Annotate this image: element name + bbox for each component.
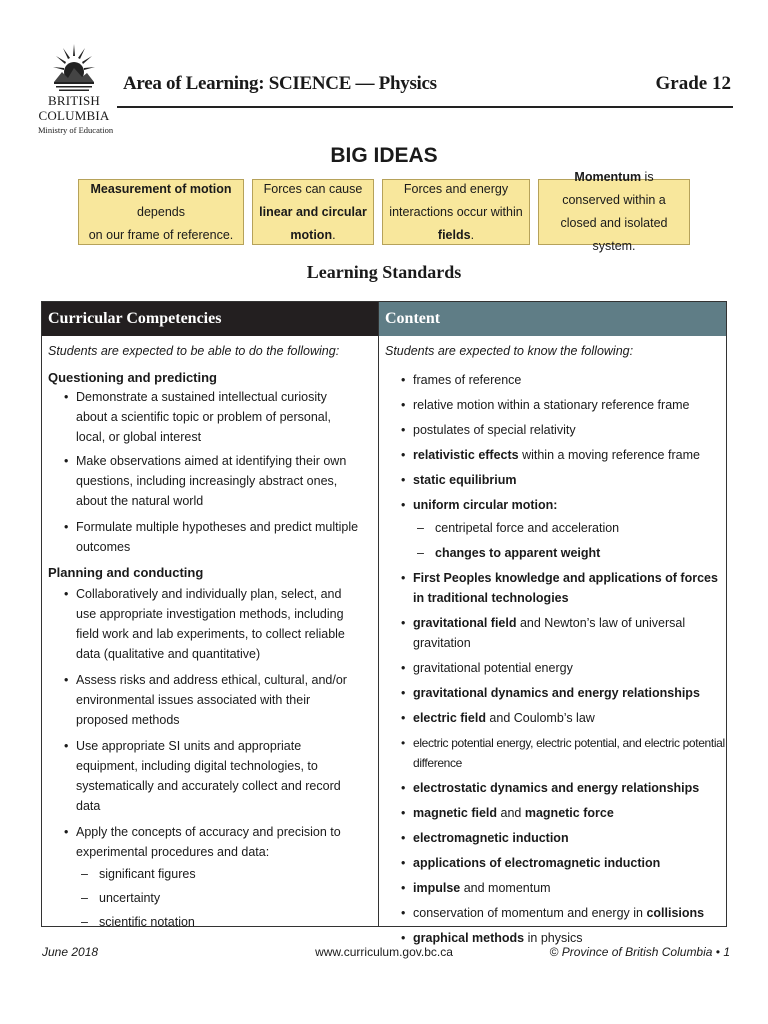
sub-list-item: – uncertainty [99, 888, 378, 908]
content-bold: applications of electromagnetic induction [413, 856, 661, 870]
content-text: electric potential energy, electric potential, and electric potential difference [413, 736, 725, 770]
questioning-list [76, 387, 378, 557]
content-bold: magnetic field [413, 806, 498, 820]
logo-text-british: BRITISH [48, 93, 100, 108]
standards-table [41, 301, 727, 945]
content-text: conservation of momentum and energy in [413, 906, 647, 920]
logo-ministry: Ministry of Education [38, 125, 114, 135]
big-ideas-row [0, 170, 768, 253]
header-rule [117, 106, 733, 108]
big-ideas-title: BIG IDEAS [330, 144, 438, 167]
big-idea-card [538, 170, 690, 253]
content-item [413, 470, 726, 490]
content-item [413, 420, 726, 440]
list-item: • Use appropriate SI units and appropriate equipment, including digital technologies, to systematically and accurately collect and record data [76, 736, 360, 816]
competencies-column [42, 302, 379, 929]
big-idea-bold: linear and circular motion [259, 204, 367, 242]
big-idea-text: Forces can cause [263, 181, 363, 196]
content-bold: graphical methods [413, 931, 525, 945]
list-item: • Apply the concepts of accuracy and precision to experimental procedures and data: [76, 822, 360, 862]
list-item: • Make observations aimed at identifying their own questions, including increasingly abstract ones, about the natural world [76, 451, 360, 511]
big-idea-text: Forces and energy interactions occur within [389, 181, 523, 219]
list-item: • Collaboratively and individually plan, select, and use appropriate investigation methods, including field work and lab experiments, to collect reliable data (qualitative and quantitative) [76, 584, 360, 664]
section-heading: Questioning and predicting [48, 370, 217, 385]
sub-list-item: – scientific notation [99, 912, 378, 932]
content-bold: impulse [413, 881, 461, 895]
content-text: within a moving reference frame [518, 448, 700, 462]
content-intro: Students are expected to know the following: [385, 344, 634, 358]
content-bold: First Peoples knowledge and applications of forces [413, 571, 718, 585]
grade-label: Grade 12 [655, 73, 731, 94]
big-idea-text: depends [137, 204, 185, 219]
list-item: • Demonstrate a sustained intellectual curiosity about a scientific topic or problem of personal, local, or global interest [76, 387, 360, 447]
content-bold: electromagnetic induction [413, 831, 569, 845]
content-text: gravitational potential energy [413, 661, 573, 675]
page-title: Area of Learning: SCIENCE — Physics [123, 73, 437, 94]
sub-list-item [435, 543, 726, 563]
logo-text-columbia: COLUMBIA [38, 108, 110, 123]
big-idea-card [252, 179, 374, 245]
content-text: centripetal force and acceleration [435, 521, 620, 535]
big-idea-bold: Measurement of motion [90, 181, 232, 196]
content-item [413, 395, 726, 415]
big-idea-card [78, 179, 244, 245]
content-item [413, 708, 726, 728]
competencies-header: Curricular Competencies [42, 302, 378, 336]
content-item [413, 445, 726, 465]
content-bold: gravitational field [413, 616, 517, 630]
content-item [413, 853, 726, 873]
sub-list-item: – significant figures [99, 864, 378, 884]
content-item [413, 903, 726, 923]
content-bold: uniform circular motion: [413, 498, 558, 512]
learning-standards-title: Learning Standards [306, 262, 462, 282]
content-item [413, 803, 726, 823]
content-text: and [497, 806, 525, 820]
content-text: in physics [524, 931, 583, 945]
content-column [379, 302, 726, 945]
big-idea-card [382, 179, 530, 245]
content-text: relative motion within a stationary reference frame [413, 398, 690, 412]
big-idea-text: is conserved within a closed and isolated system. [560, 170, 668, 253]
content-bold: gravitational dynamics and energy relationships [413, 686, 700, 700]
content-text: and momentum [460, 881, 551, 895]
footer-date: June 2018 [42, 945, 99, 959]
content-bold: magnetic force [524, 806, 614, 820]
big-idea-bold: Momentum [574, 170, 642, 184]
big-idea-bold: fields [437, 227, 471, 242]
footer-url[interactable]: www.curriculum.gov.bc.ca [315, 945, 453, 959]
big-idea-text: . [470, 227, 475, 242]
content-bold: changes to apparent weight [435, 546, 601, 560]
content-bold: electric field [413, 711, 486, 725]
content-item [413, 495, 726, 515]
content-bold: in traditional technologies [413, 591, 569, 605]
content-text: postulates of special relativity [413, 423, 576, 437]
content-item [413, 613, 726, 653]
footer-copyright: © Province of British Columbia • 1 [549, 945, 730, 959]
list-item: • Formulate multiple hypotheses and predict multiple outcomes [76, 517, 360, 557]
content-item [413, 733, 726, 773]
content-list [413, 568, 726, 948]
planning-list [76, 584, 378, 862]
content-bold: static equilibrium [413, 473, 517, 487]
sub-list-item [435, 518, 726, 538]
big-idea-text: . [332, 227, 336, 242]
content-item [413, 878, 726, 898]
content-bold: relativistic effects [413, 448, 519, 462]
content-bold: electrostatic dynamics and energy relationships [413, 781, 700, 795]
content-item [413, 683, 726, 703]
content-item [413, 568, 726, 608]
content-header: Content [379, 302, 726, 336]
content-text: and Newton’s law of universal gravitation [413, 616, 686, 650]
content-text: frames of reference [413, 373, 522, 387]
content-item [413, 370, 726, 390]
circular-motion-sublist [435, 518, 726, 563]
content-item [413, 828, 726, 848]
content-text: and Coulomb’s law [485, 711, 595, 725]
content-list [413, 370, 726, 515]
content-item [413, 778, 726, 798]
precision-sublist [99, 864, 378, 932]
bc-logo [38, 42, 114, 135]
content-bold: collisions [646, 906, 705, 920]
section-heading: Planning and conducting [48, 565, 204, 580]
big-idea-text: on our frame of reference. [88, 227, 234, 242]
sun-mountain-logo-icon [52, 42, 96, 92]
content-item [413, 658, 726, 678]
list-item: • Assess risks and address ethical, cultural, and/or environmental issues associated with their proposed methods [76, 670, 360, 730]
competencies-intro: Students are expected to be able to do the following: [48, 344, 340, 358]
